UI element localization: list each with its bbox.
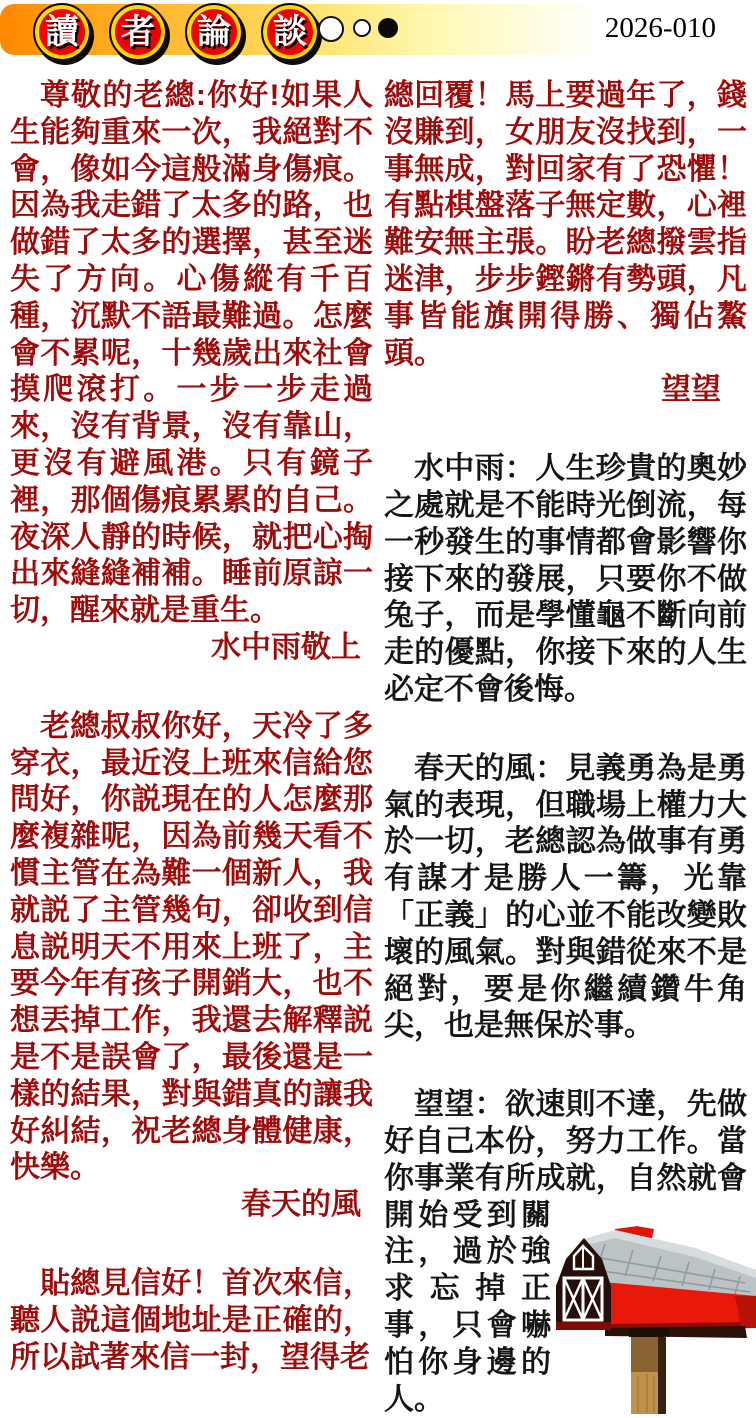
- reply-3-body-start: 望望：欲速則不達，先做好自己本份，努力工作。當你事業有所成就，自然就會開始受到關: [384, 1088, 747, 1232]
- title-char: 論: [197, 13, 231, 51]
- right-column: [384, 78, 747, 1418]
- dot-filled-icon: [378, 18, 398, 38]
- reply-3-body-wrapped: 注，過於強求忘掉正事，只會嚇怕你身邊的人。: [384, 1235, 551, 1416]
- left-column: [10, 78, 373, 1376]
- title-badge-3: [185, 3, 243, 61]
- reply-1: [384, 451, 747, 709]
- letter-1-signature: 水中雨敬上: [211, 630, 361, 664]
- title-char: 讀: [45, 13, 79, 51]
- letter-2-body: 老總叔叔你好，天冷了多穿衣，最近沒上班來信給您問好，你説現在的人怎麼那麼複雜呢，因為前幾天看不慣主管在為難一個新人，我就説了主管幾句，卻收到信息説明天不用來上班了，主要今年有孩子開銷大，也不想丟掉工作，我還去解釋説是不是誤會了，最後還是一樣的結果，對與錯真的讓我好糾結，祝老總身體健康，快樂。: [10, 709, 373, 1185]
- letter-2-signature: 春天的風: [241, 1188, 361, 1222]
- reply-1-body: 水中雨：人生珍貴的奧妙之處就是不能時光倒流，每一秒發生的事情都會影響你接下來的發展，只要你不做兔子，而是學懂龜不斷向前走的優點，你接下來的人生必定不會後悔。: [384, 452, 747, 706]
- letter-1: [10, 78, 373, 667]
- title-badge-1: [33, 3, 91, 61]
- letter-3-signature: 望望: [661, 373, 721, 407]
- issue-number: 2026-010: [604, 12, 716, 44]
- letter-3: [10, 1266, 373, 1376]
- dot-outline-large-icon: [318, 16, 344, 42]
- title-char: 談: [273, 13, 307, 51]
- letter-3-continuation: [384, 78, 747, 409]
- letter-3-continuation-body: 總回覆！馬上要過年了，錢沒賺到，女朋友沒找到，一事無成，對回家有了恐懼！有點棋盤落子無定數，心裡難安無主張。盼老總撥雲指迷津，步步鏗鏘有勢頭，凡事皆能旗開得勝、獨佔鰲頭。: [384, 79, 747, 370]
- dot-outline-small-icon: [353, 19, 371, 37]
- reply-2-body: 春天的風：見義勇為是勇氣的表現，但職場上權力大於一切，老總認為做事有勇有謀才是勝人一籌，光靠「正義」的心並不能改變敗壞的風氣。對與錯從來不是絕對，要是你繼續鑽牛角尖，也是無保於事。: [384, 751, 747, 1043]
- masthead-title: [33, 3, 319, 61]
- title-badge-2: [109, 3, 167, 61]
- reply-2: [384, 751, 747, 1045]
- letter-3-body: 貼總見信好！首次來信，聽人説這個地址是正確的，所以試著來信一封，望得老: [10, 1266, 373, 1374]
- letter-1-body: 尊敬的老總:你好!如果人生能夠重來一次，我絕對不會，像如今這般滿身傷痕。因為我走錯了太多的路，也做錯了太多的選擇，甚至迷失了方向。心傷縱有千百種，沉默不語最難過。怎麼會不累呢，十幾歲出來社會摸爬滾打。一步一步走過來，沒有背景，沒有靠山，更沒有避風港。只有鏡子裡，那個傷痕累累的自己。夜深人靜的時候，就把心掏出來縫縫補補。睡前原諒一切，醒來就是重生。: [10, 79, 373, 628]
- letter-2: [10, 709, 373, 1224]
- title-char: 者: [121, 13, 155, 51]
- mailbox-illustration: [545, 1226, 756, 1414]
- title-badge-4: [261, 3, 319, 61]
